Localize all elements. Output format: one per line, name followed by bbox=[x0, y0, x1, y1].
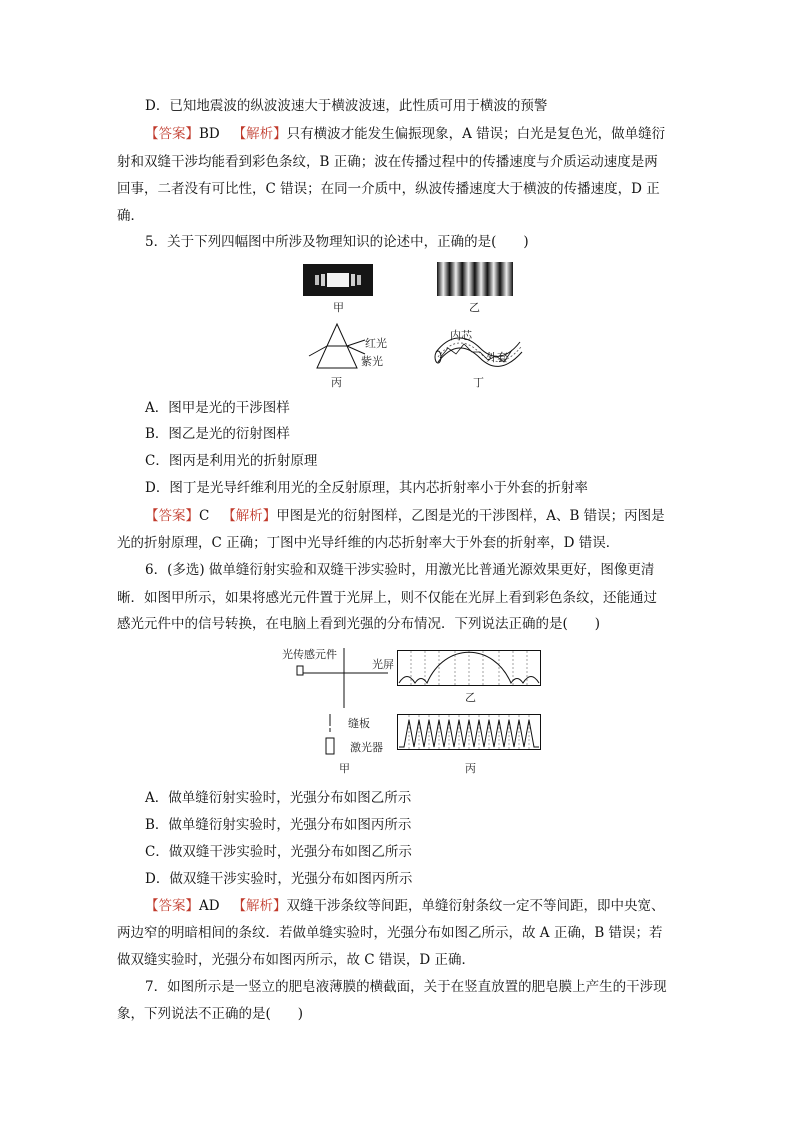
q6-label-sensor: 光传感元件 bbox=[282, 648, 337, 661]
q5-label-purple-light: 紫光 bbox=[361, 355, 383, 368]
q6-stem-line-2: 晰．如图甲所示，如果将感光元件置于光屏上，则不仅能在光屏上看到彩色条纹，还能通过 bbox=[117, 590, 657, 606]
analysis-text: 甲图是光的衍射图样，乙图是光的干涉图样，A、B 错误；丙图是 bbox=[276, 508, 665, 524]
q6-figure-bing bbox=[397, 714, 541, 750]
q4-answer-line bbox=[145, 124, 665, 144]
q5-option-c: C．图丙是利用光的折射原理 bbox=[145, 453, 318, 469]
q5-figure-jia bbox=[303, 264, 373, 296]
q5-option-a: A．图甲是光的干涉图样 bbox=[145, 400, 290, 416]
q6-stem-line-1: 6．(多选) 做单缝衍射实验和双缝干涉实验时，用激光比普通光源效果更好，图像更清 bbox=[145, 562, 655, 578]
analysis-text: 只有横波才能发生偏振现象，A 错误；白光是复色光，做单缝衍 bbox=[286, 126, 666, 142]
q4-analysis-line-4: 确． bbox=[117, 208, 144, 224]
q6-caption-yi: 乙 bbox=[465, 691, 476, 704]
answer-tag: 【答案】 bbox=[145, 508, 199, 524]
q5-figure-ding bbox=[432, 330, 524, 368]
answer-value: BD bbox=[199, 126, 220, 142]
q6-label-slit: 缝板 bbox=[348, 717, 370, 730]
q6-option-a: A．做单缝衍射实验时，光强分布如图乙所示 bbox=[145, 790, 412, 806]
q4-analysis-line-2: 射和双缝干涉均能看到彩色条纹，B 正确；波在传播过程中的传播速度与介质运动速度是两 bbox=[117, 154, 658, 170]
q5-option-b: B．图乙是光的衍射图样 bbox=[145, 426, 290, 442]
answer-tag: 【答案】 bbox=[145, 126, 199, 142]
analysis-tag: 【解析】 bbox=[222, 508, 277, 524]
q6-label-laser: 激光器 bbox=[350, 741, 383, 754]
answer-value: AD bbox=[199, 898, 220, 914]
q6-option-c: C．做双缝干涉实验时，光强分布如图乙所示 bbox=[145, 844, 412, 860]
q5-figure-yi bbox=[437, 262, 513, 296]
q7-stem-line-1: 7．如图所示是一竖立的肥皂液薄膜的横截面，关于在竖直放置的肥皂膜上产生的干涉现 bbox=[145, 979, 667, 995]
q6-label-screen: 光屏 bbox=[372, 658, 394, 671]
q5-caption-yi: 乙 bbox=[469, 301, 480, 314]
q5-analysis-line-2: 光的折射原理，C 正确；丁图中光导纤维的内芯折射率大于外套的折射率，D 错误． bbox=[117, 535, 620, 551]
q4-analysis-line-3: 回事，二者没有可比性，C 错误；在同一介质中，纵波传播速度大于横波的传播速度，D 正 bbox=[117, 181, 660, 197]
answer-value: C bbox=[199, 508, 210, 524]
q6-stem-line-3: 感光元件中的信号转换，在电脑上看到光强的分布情况．下列说法正确的是( ) bbox=[117, 616, 601, 632]
q5-caption-jia: 甲 bbox=[333, 301, 344, 314]
q6-analysis-line-2: 两边窄的明暗相间的条纹．若做单缝实验时，光强分布如图乙所示，故 A 正确，B 错误；若 bbox=[117, 925, 663, 941]
q5-answer-line bbox=[145, 506, 665, 526]
analysis-text: 双缝干涉条纹等间距，单缝衍射条纹一定不等间距，即中央宽、 bbox=[286, 898, 665, 914]
q6-option-d: D．做双缝干涉实验时，光强分布如图丙所示 bbox=[145, 871, 413, 887]
q5-option-d: D．图丁是光导纤维利用光的全反射原理，其内芯折射率小于外套的折射率 bbox=[145, 480, 588, 496]
q5-label-red-light: 红光 bbox=[365, 337, 387, 350]
answer-tag: 【答案】 bbox=[145, 898, 199, 914]
q5-label-core: 内芯 bbox=[450, 329, 472, 342]
analysis-tag: 【解析】 bbox=[232, 126, 287, 142]
q5-label-cladding: 外套 bbox=[486, 351, 508, 364]
q7-stem-line-2: 象，下列说法不正确的是( ) bbox=[117, 1006, 304, 1022]
q5-caption-bing: 丙 bbox=[331, 376, 342, 389]
q5-caption-ding: 丁 bbox=[473, 376, 484, 389]
q6-answer-line bbox=[145, 896, 664, 916]
q6-option-b: B．做单缝衍射实验时，光强分布如图丙所示 bbox=[145, 817, 412, 833]
q6-caption-jia: 甲 bbox=[339, 762, 350, 775]
q4-option-d: D．已知地震波的纵波波速大于横波波速，此性质可用于横波的预警 bbox=[145, 98, 548, 114]
analysis-tag: 【解析】 bbox=[232, 898, 287, 914]
q6-caption-bing: 丙 bbox=[465, 762, 476, 775]
q5-stem: 5．关于下列四幅图中所涉及物理知识的论述中，正确的是( ) bbox=[145, 234, 529, 250]
q6-figure-yi bbox=[397, 650, 541, 686]
q6-analysis-line-3: 做双缝实验时，光强分布如图丙所示，故 C 错误，D 正确． bbox=[117, 952, 476, 968]
